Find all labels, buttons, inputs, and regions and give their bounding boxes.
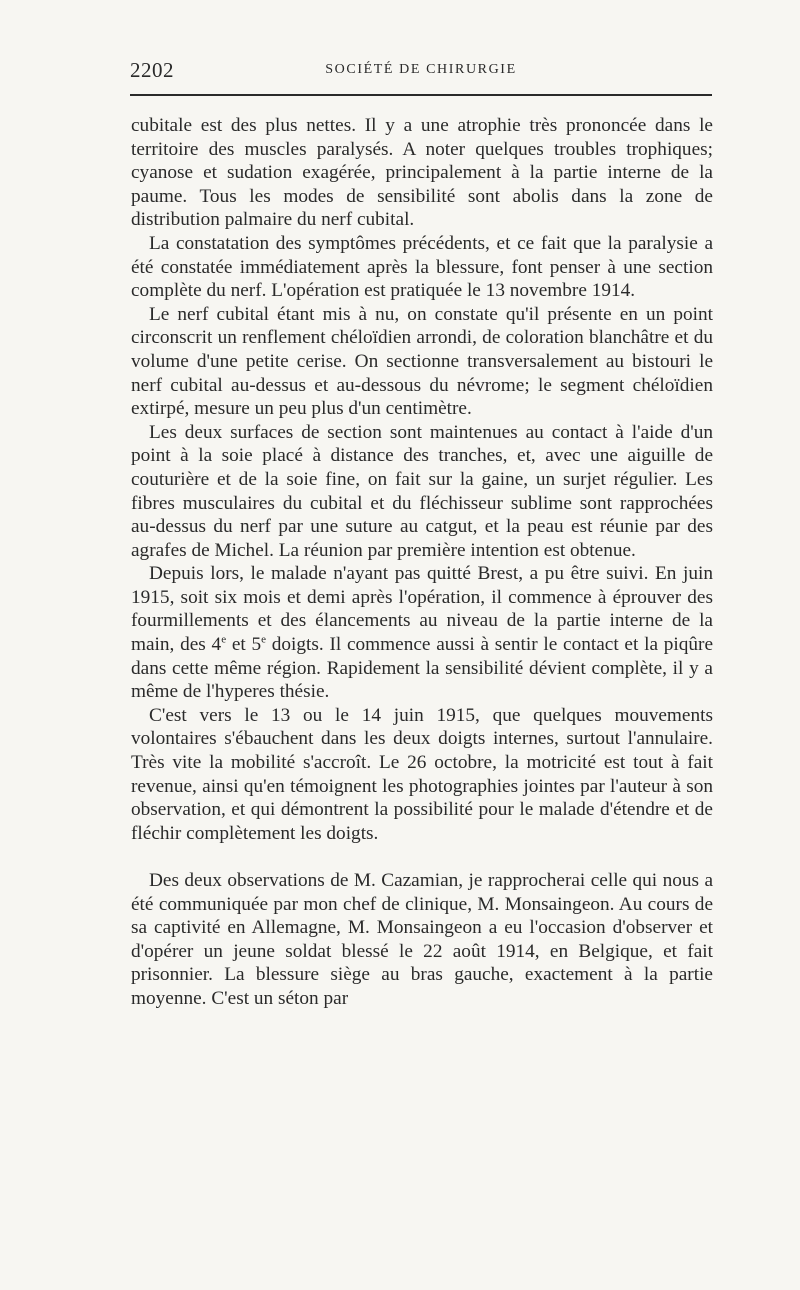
paragraph-7: Des deux observations de M. Cazamian, je rapprocherai celle qui nous a été communiquée par mon chef de clinique, M. Monsaingeon. Au cours de sa captivité en Allemagne, M. Monsaingeon a eu l'occasion d'observer et d'opérer un jeune soldat blessé le 22 août 1914, en Belgique, et fait prisonnier. La blessure siège au bras gauche, exactement à la partie moyenne. C'est un séton par	[131, 870, 713, 1009]
paragraph-5-part-2: et 5	[226, 634, 262, 656]
header-rule	[130, 94, 712, 96]
paragraph-1: cubitale est des plus nettes. Il y a une atrophie très prononcée dans le territoire des muscles paralysés. A noter quelques troubles trophiques; cyanose et sudation exagérée, principalement à la partie interne de la paume. Tous les modes de sensibilité sont abolis dans la zone de distribution palmaire du nerf cubital.	[131, 115, 713, 231]
paragraph-5-part-3: doigts. Il commence aussi à sentir le contact et la piqûre dans cette même région. Rapidement la sensibilité dévient complète, il y a même de l'hyperes thésie.	[131, 634, 713, 703]
page-number: 2202	[130, 58, 174, 82]
running-title: SOCIÉTÉ DE CHIRURGIE	[325, 62, 517, 77]
paragraph-5-part-1: Depuis lors, le malade n'ayant pas quitté Brest, a pu être suivi. En juin 1915, soit six mois et demi après l'opération, il commence à éprouver des fourmillements et des élancements au niveau de la partie interne de la main, des 4	[131, 563, 713, 656]
body-text	[131, 114, 713, 1011]
paragraph-3: Le nerf cubital étant mis à nu, on constate qu'il présente en un point circonscrit un renflement chéloïdien arrondi, de coloration blanchâtre et du volume d'une petite cerise. On sectionne transversalement au bistouri le nerf cubital au-dessus et au-dessous du névrome; le segment chéloïdien extirpé, mesure un peu plus d'un centimètre.	[131, 303, 713, 420]
superscript-e-1: e	[221, 633, 227, 646]
paragraph-4: Les deux surfaces de section sont maintenues au contact à l'aide d'un point à la soie placé à distance des tranches, et, avec une aiguille de couturière et de la soie fine, on fait sur la gaine, un surjet régulier. Les fibres musculaires du cubital et du fléchisseur sublime sont rapprochées au-dessus du nerf par une suture au catgut, et la peau est réunie par des agrafes de Michel. La réunion par première intention est obtenue.	[131, 421, 713, 561]
paragraph-6: C'est vers le 13 ou le 14 juin 1915, que quelques mouvements volontaires s'ébauchent dans les deux doigts internes, surtout l'annulaire. Très vite la mobilité s'accroît. Le 26 octobre, la motricité est tout à fait revenue, ainsi qu'en témoignent les photographies jointes par l'auteur à son observation, et qui démontrent la possibilité pour le malade d'étendre et de fléchir complètement les doigts.	[131, 704, 713, 844]
paragraph-2: La constatation des symptômes précédents, et ce fait que la paralysie a été constatée immédiatement après la blessure, font penser à une section complète du nerf. L'opération est pratiquée le 13 novembre 1914.	[131, 232, 713, 302]
superscript-e-2: e	[261, 633, 267, 646]
paragraph-5	[131, 562, 713, 704]
page-header	[130, 56, 712, 86]
